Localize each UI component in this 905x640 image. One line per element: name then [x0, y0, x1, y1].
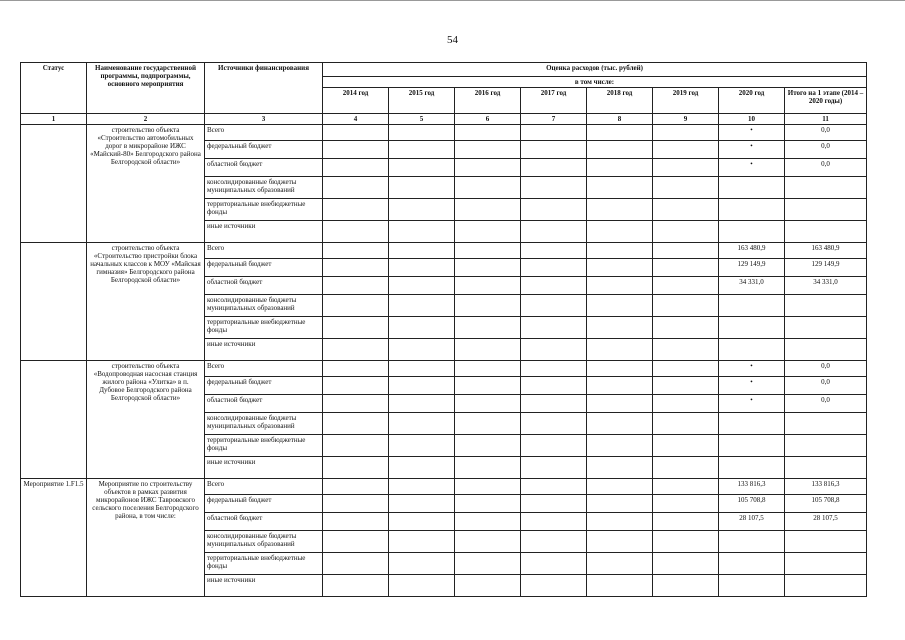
year-value-cell: [521, 513, 587, 531]
year-value-cell: [455, 125, 521, 141]
year-value-cell: [323, 199, 389, 221]
year-value-cell: [521, 177, 587, 199]
year-value-cell: [653, 259, 719, 277]
value-2020-cell: [719, 177, 785, 199]
year-value-cell: [389, 277, 455, 295]
expenditure-table: [20, 62, 867, 597]
year-value-cell: [323, 243, 389, 259]
year-value-cell: [653, 457, 719, 479]
value-2020-cell: 28 107,5: [719, 513, 785, 531]
total-cell: 0,0: [785, 125, 867, 141]
year-value-cell: [455, 243, 521, 259]
year-value-cell: [521, 457, 587, 479]
year-value-cell: [653, 141, 719, 159]
year-value-cell: [455, 377, 521, 395]
source-cell: федеральный бюджет: [205, 141, 323, 159]
year-value-cell: [521, 125, 587, 141]
page-number: 54: [447, 34, 458, 46]
status-cell: Мероприятие 1.F1.5: [21, 479, 87, 597]
year-value-cell: [323, 159, 389, 177]
value-2020-cell: [719, 199, 785, 221]
year-value-cell: [323, 457, 389, 479]
year-value-cell: [455, 221, 521, 243]
source-cell: федеральный бюджет: [205, 495, 323, 513]
year-value-cell: [323, 361, 389, 377]
header-estimate: Оценка расходов (тыс. рублей): [323, 63, 867, 77]
source-cell: консолидированные бюджеты муниципальных образований: [205, 413, 323, 435]
source-cell: территориальные внебюджетные фонды: [205, 199, 323, 221]
year-value-cell: [389, 435, 455, 457]
year-value-cell: [587, 295, 653, 317]
header-year: 2017 год: [521, 88, 587, 114]
total-cell: [785, 531, 867, 553]
year-value-cell: [587, 125, 653, 141]
total-cell: [785, 435, 867, 457]
year-value-cell: [587, 141, 653, 159]
total-cell: [785, 177, 867, 199]
value-2020-cell: 105 708,8: [719, 495, 785, 513]
year-value-cell: [587, 435, 653, 457]
year-value-cell: [587, 277, 653, 295]
total-cell: [785, 575, 867, 597]
year-value-cell: [587, 339, 653, 361]
value-2020-cell: 34 331,0: [719, 277, 785, 295]
header-year: 2020 год: [719, 88, 785, 114]
year-value-cell: [323, 531, 389, 553]
col-number: 3: [205, 114, 323, 125]
year-value-cell: [521, 553, 587, 575]
source-cell: иные источники: [205, 339, 323, 361]
year-value-cell: [455, 295, 521, 317]
year-value-cell: [653, 413, 719, 435]
source-cell: консолидированные бюджеты муниципальных образований: [205, 295, 323, 317]
value-2020-cell: [719, 553, 785, 575]
value-2020-cell: •: [719, 141, 785, 159]
object-name-cell: строительство объекта «Строительство автомобильных дорог в микрорайоне ИЖС «Майский-80» Белгородского района Белгородской области»: [87, 125, 205, 243]
value-2020-cell: 163 480,9: [719, 243, 785, 259]
year-value-cell: [323, 435, 389, 457]
year-value-cell: [389, 243, 455, 259]
value-2020-cell: [719, 531, 785, 553]
year-value-cell: [587, 553, 653, 575]
year-value-cell: [323, 513, 389, 531]
object-name-cell: Мероприятие по строительству объектов в рамках развития микрорайонов ИЖС Тавровского сельского поселения Белгородского района, в том числе:: [87, 479, 205, 597]
total-cell: [785, 339, 867, 361]
year-value-cell: [455, 141, 521, 159]
total-cell: 163 480,9: [785, 243, 867, 259]
year-value-cell: [521, 413, 587, 435]
year-value-cell: [455, 259, 521, 277]
col-number: 9: [653, 114, 719, 125]
year-value-cell: [587, 575, 653, 597]
year-value-cell: [455, 199, 521, 221]
source-cell: территориальные внебюджетные фонды: [205, 317, 323, 339]
year-value-cell: [653, 125, 719, 141]
year-value-cell: [323, 377, 389, 395]
value-2020-cell: [719, 295, 785, 317]
header-total: Итого на 1 этапе (2014 – 2020 годы): [785, 88, 867, 114]
year-value-cell: [323, 395, 389, 413]
year-value-cell: [323, 553, 389, 575]
year-value-cell: [323, 125, 389, 141]
value-2020-cell: •: [719, 125, 785, 141]
year-value-cell: [455, 479, 521, 495]
year-value-cell: [587, 413, 653, 435]
table-row: [21, 361, 867, 377]
year-value-cell: [389, 361, 455, 377]
year-value-cell: [653, 575, 719, 597]
year-value-cell: [323, 177, 389, 199]
status-cell: [21, 243, 87, 361]
year-value-cell: [389, 377, 455, 395]
top-rule: [0, 0, 905, 1]
value-2020-cell: [719, 435, 785, 457]
year-value-cell: [587, 377, 653, 395]
year-value-cell: [521, 575, 587, 597]
total-cell: [785, 221, 867, 243]
year-value-cell: [653, 495, 719, 513]
total-cell: [785, 317, 867, 339]
header-year: 2016 год: [455, 88, 521, 114]
value-2020-cell: [719, 575, 785, 597]
year-value-cell: [455, 361, 521, 377]
total-cell: 0,0: [785, 377, 867, 395]
year-value-cell: [389, 317, 455, 339]
year-value-cell: [587, 395, 653, 413]
year-value-cell: [587, 479, 653, 495]
year-value-cell: [455, 495, 521, 513]
status-cell: [21, 361, 87, 479]
source-cell: Всего: [205, 479, 323, 495]
total-cell: 129 149,9: [785, 259, 867, 277]
year-value-cell: [455, 317, 521, 339]
year-value-cell: [323, 495, 389, 513]
header-year: 2015 год: [389, 88, 455, 114]
table-row: [21, 125, 867, 141]
total-cell: 0,0: [785, 395, 867, 413]
total-cell: [785, 457, 867, 479]
source-cell: консолидированные бюджеты муниципальных образований: [205, 531, 323, 553]
year-value-cell: [653, 513, 719, 531]
year-value-cell: [521, 317, 587, 339]
year-value-cell: [653, 295, 719, 317]
year-value-cell: [389, 125, 455, 141]
year-value-cell: [653, 221, 719, 243]
year-value-cell: [389, 479, 455, 495]
value-2020-cell: 129 149,9: [719, 259, 785, 277]
total-cell: 133 816,3: [785, 479, 867, 495]
year-value-cell: [323, 479, 389, 495]
year-value-cell: [653, 199, 719, 221]
value-2020-cell: [719, 317, 785, 339]
header-including: в том числе:: [323, 77, 867, 88]
year-value-cell: [389, 141, 455, 159]
year-value-cell: [389, 295, 455, 317]
year-value-cell: [521, 495, 587, 513]
source-cell: территориальные внебюджетные фонды: [205, 553, 323, 575]
total-cell: 105 708,8: [785, 495, 867, 513]
year-value-cell: [521, 199, 587, 221]
year-value-cell: [653, 339, 719, 361]
year-value-cell: [323, 259, 389, 277]
source-cell: консолидированные бюджеты муниципальных образований: [205, 177, 323, 199]
status-cell: [21, 125, 87, 243]
year-value-cell: [455, 531, 521, 553]
header-name: Наименование государственной программы, подпрограммы, основного мероприятия: [87, 63, 205, 114]
header-year: 2014 год: [323, 88, 389, 114]
year-value-cell: [521, 277, 587, 295]
year-value-cell: [587, 317, 653, 339]
year-value-cell: [521, 377, 587, 395]
col-number: 5: [389, 114, 455, 125]
object-name-cell: строительство объекта «Водопроводная насосная станция жилого района «Улитка» в п. Дубовое Белгородского района Белгородской области»: [87, 361, 205, 479]
year-value-cell: [521, 295, 587, 317]
table-row: [21, 479, 867, 495]
year-value-cell: [323, 277, 389, 295]
year-value-cell: [653, 361, 719, 377]
year-value-cell: [653, 377, 719, 395]
value-2020-cell: [719, 457, 785, 479]
year-value-cell: [455, 435, 521, 457]
year-value-cell: [323, 295, 389, 317]
total-cell: [785, 295, 867, 317]
year-value-cell: [521, 159, 587, 177]
source-cell: иные источники: [205, 221, 323, 243]
year-value-cell: [521, 395, 587, 413]
year-value-cell: [389, 513, 455, 531]
value-2020-cell: 133 816,3: [719, 479, 785, 495]
col-number: 4: [323, 114, 389, 125]
year-value-cell: [587, 243, 653, 259]
year-value-cell: [323, 575, 389, 597]
col-number: 2: [87, 114, 205, 125]
source-cell: Всего: [205, 125, 323, 141]
year-value-cell: [389, 339, 455, 361]
total-cell: [785, 199, 867, 221]
year-value-cell: [455, 413, 521, 435]
year-value-cell: [587, 457, 653, 479]
year-value-cell: [521, 435, 587, 457]
year-value-cell: [455, 513, 521, 531]
table-row: [21, 243, 867, 259]
year-value-cell: [455, 457, 521, 479]
year-value-cell: [389, 177, 455, 199]
year-value-cell: [389, 553, 455, 575]
year-value-cell: [455, 575, 521, 597]
value-2020-cell: [719, 221, 785, 243]
year-value-cell: [521, 141, 587, 159]
year-value-cell: [521, 479, 587, 495]
source-cell: Всего: [205, 243, 323, 259]
year-value-cell: [653, 435, 719, 457]
value-2020-cell: •: [719, 395, 785, 413]
year-value-cell: [653, 317, 719, 339]
source-cell: федеральный бюджет: [205, 259, 323, 277]
col-number: 6: [455, 114, 521, 125]
year-value-cell: [455, 339, 521, 361]
year-value-cell: [521, 259, 587, 277]
year-value-cell: [587, 199, 653, 221]
value-2020-cell: •: [719, 159, 785, 177]
year-value-cell: [389, 495, 455, 513]
year-value-cell: [587, 221, 653, 243]
year-value-cell: [323, 339, 389, 361]
col-number: 1: [21, 114, 87, 125]
year-value-cell: [521, 243, 587, 259]
total-cell: 34 331,0: [785, 277, 867, 295]
value-2020-cell: [719, 339, 785, 361]
year-value-cell: [587, 513, 653, 531]
year-value-cell: [587, 531, 653, 553]
year-value-cell: [323, 413, 389, 435]
total-cell: 0,0: [785, 141, 867, 159]
year-value-cell: [323, 317, 389, 339]
year-value-cell: [653, 553, 719, 575]
value-2020-cell: •: [719, 377, 785, 395]
year-value-cell: [389, 221, 455, 243]
header-year: 2019 год: [653, 88, 719, 114]
year-value-cell: [389, 531, 455, 553]
source-cell: областной бюджет: [205, 513, 323, 531]
total-cell: [785, 413, 867, 435]
total-cell: 0,0: [785, 361, 867, 377]
year-value-cell: [521, 531, 587, 553]
year-value-cell: [521, 221, 587, 243]
object-name-cell: строительство объекта «Строительство пристройки блока начальных классов к МОУ «Майская гимназия» Белгородского района Белгородской области»: [87, 243, 205, 361]
year-value-cell: [587, 159, 653, 177]
year-value-cell: [323, 141, 389, 159]
header-sources: Источники финансирования: [205, 63, 323, 114]
year-value-cell: [653, 479, 719, 495]
source-cell: иные источники: [205, 457, 323, 479]
total-cell: 0,0: [785, 159, 867, 177]
year-value-cell: [653, 531, 719, 553]
year-value-cell: [653, 159, 719, 177]
year-value-cell: [587, 361, 653, 377]
total-cell: [785, 553, 867, 575]
source-cell: федеральный бюджет: [205, 377, 323, 395]
value-2020-cell: •: [719, 361, 785, 377]
col-number: 11: [785, 114, 867, 125]
year-value-cell: [653, 277, 719, 295]
year-value-cell: [389, 159, 455, 177]
col-number: 10: [719, 114, 785, 125]
header-status: Статус: [21, 63, 87, 114]
source-cell: областной бюджет: [205, 277, 323, 295]
col-number: 8: [587, 114, 653, 125]
source-cell: территориальные внебюджетные фонды: [205, 435, 323, 457]
year-value-cell: [455, 553, 521, 575]
year-value-cell: [653, 395, 719, 413]
year-value-cell: [455, 395, 521, 413]
year-value-cell: [521, 361, 587, 377]
source-cell: Всего: [205, 361, 323, 377]
source-cell: областной бюджет: [205, 395, 323, 413]
year-value-cell: [389, 199, 455, 221]
year-value-cell: [587, 177, 653, 199]
year-value-cell: [389, 413, 455, 435]
year-value-cell: [389, 259, 455, 277]
year-value-cell: [455, 277, 521, 295]
year-value-cell: [653, 177, 719, 199]
total-cell: 28 107,5: [785, 513, 867, 531]
source-cell: областной бюджет: [205, 159, 323, 177]
year-value-cell: [389, 395, 455, 413]
year-value-cell: [389, 575, 455, 597]
year-value-cell: [653, 243, 719, 259]
year-value-cell: [587, 259, 653, 277]
col-number: 7: [521, 114, 587, 125]
year-value-cell: [389, 457, 455, 479]
value-2020-cell: [719, 413, 785, 435]
year-value-cell: [587, 495, 653, 513]
year-value-cell: [521, 339, 587, 361]
year-value-cell: [455, 177, 521, 199]
header-year: 2018 год: [587, 88, 653, 114]
source-cell: иные источники: [205, 575, 323, 597]
year-value-cell: [455, 159, 521, 177]
year-value-cell: [323, 221, 389, 243]
